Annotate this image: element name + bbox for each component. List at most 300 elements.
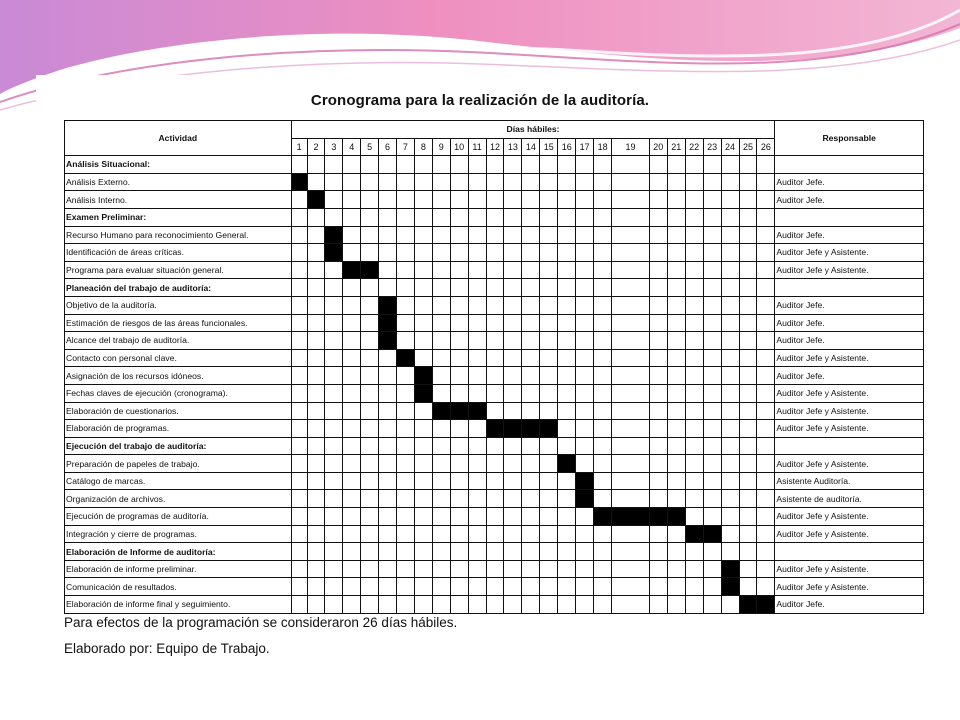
- gantt-cell: [757, 191, 775, 209]
- gantt-cell: [291, 578, 307, 596]
- gantt-cell: [414, 437, 432, 455]
- gantt-cell: [558, 156, 576, 174]
- responsible-cell: Auditor Jefe.: [775, 296, 924, 314]
- gantt-cell: [468, 332, 486, 350]
- gantt-cell: [379, 420, 397, 438]
- gantt-cell: [432, 560, 450, 578]
- gantt-cell: [450, 578, 468, 596]
- activity-row: [65, 455, 924, 473]
- gantt-cell: [432, 525, 450, 543]
- gantt-cell: [432, 226, 450, 244]
- gantt-cell: [432, 384, 450, 402]
- gantt-cell: [486, 156, 504, 174]
- gantt-cell: [522, 455, 540, 473]
- gantt-cell: [522, 578, 540, 596]
- gantt-cell: [361, 560, 379, 578]
- gantt-cell: [379, 226, 397, 244]
- gantt-cell: [379, 543, 397, 561]
- gantt-cell: [594, 420, 612, 438]
- gantt-cell: [540, 596, 558, 614]
- gantt-bar-cell: [576, 490, 594, 508]
- gantt-cell: [414, 156, 432, 174]
- gantt-cell: [361, 244, 379, 262]
- gantt-cell: [522, 279, 540, 297]
- activity-label: Catálogo de marcas.: [65, 472, 292, 490]
- gantt-cell: [343, 596, 361, 614]
- gantt-cell: [594, 191, 612, 209]
- gantt-cell: [703, 296, 721, 314]
- gantt-cell: [685, 226, 703, 244]
- gantt-cell: [432, 332, 450, 350]
- gantt-cell: [757, 367, 775, 385]
- gantt-cell: [343, 420, 361, 438]
- gantt-cell: [414, 173, 432, 191]
- gantt-cell: [450, 261, 468, 279]
- day-number: 2: [307, 138, 325, 156]
- day-number: 20: [649, 138, 667, 156]
- gantt-cell: [667, 402, 685, 420]
- gantt-cell: [721, 226, 739, 244]
- gantt-cell: [432, 472, 450, 490]
- gantt-cell: [291, 191, 307, 209]
- gantt-cell: [612, 543, 650, 561]
- header-row: [65, 121, 924, 139]
- gantt-cell: [325, 508, 343, 526]
- gantt-cell: [612, 208, 650, 226]
- gantt-cell: [468, 472, 486, 490]
- gantt-cell: [558, 191, 576, 209]
- gantt-cell: [667, 314, 685, 332]
- gantt-cell: [685, 367, 703, 385]
- gantt-cell: [291, 596, 307, 614]
- gantt-cell: [325, 156, 343, 174]
- gantt-cell: [361, 437, 379, 455]
- gantt-cell: [739, 296, 757, 314]
- gantt-cell: [739, 437, 757, 455]
- gantt-cell: [612, 156, 650, 174]
- gantt-cell: [396, 226, 414, 244]
- gantt-cell: [685, 490, 703, 508]
- day-number: 8: [414, 138, 432, 156]
- gantt-cell: [307, 314, 325, 332]
- gantt-cell: [379, 508, 397, 526]
- gantt-cell: [361, 279, 379, 297]
- gantt-cell: [343, 208, 361, 226]
- gantt-cell: [486, 490, 504, 508]
- day-number: 16: [558, 138, 576, 156]
- gantt-cell: [343, 244, 361, 262]
- gantt-cell: [307, 261, 325, 279]
- gantt-cell: [649, 455, 667, 473]
- gantt-cell: [649, 279, 667, 297]
- gantt-bar-cell: [307, 191, 325, 209]
- gantt-cell: [379, 578, 397, 596]
- day-number: 3: [325, 138, 343, 156]
- gantt-cell: [486, 596, 504, 614]
- gantt-cell: [739, 525, 757, 543]
- responsible-cell: Auditor Jefe y Asistente.: [775, 349, 924, 367]
- gantt-cell: [576, 349, 594, 367]
- gantt-cell: [307, 349, 325, 367]
- activity-row: [65, 490, 924, 508]
- author-note: Elaborado por: Equipo de Trabajo.: [64, 641, 270, 656]
- gantt-cell: [739, 261, 757, 279]
- gantt-cell: [414, 296, 432, 314]
- gantt-bar-cell: [291, 173, 307, 191]
- gantt-cell: [739, 420, 757, 438]
- gantt-cell: [486, 226, 504, 244]
- gantt-bar-cell: [721, 578, 739, 596]
- gantt-cell: [414, 332, 432, 350]
- activity-row: [65, 472, 924, 490]
- gantt-cell: [757, 226, 775, 244]
- gantt-cell: [379, 191, 397, 209]
- gantt-cell: [576, 578, 594, 596]
- gantt-cell: [361, 525, 379, 543]
- gantt-bar-cell: [703, 525, 721, 543]
- gantt-cell: [703, 596, 721, 614]
- gantt-cell: [540, 543, 558, 561]
- gantt-bar-cell: [757, 596, 775, 614]
- gantt-cell: [612, 349, 650, 367]
- gantt-cell: [325, 208, 343, 226]
- gantt-cell: [540, 156, 558, 174]
- gantt-cell: [307, 420, 325, 438]
- gantt-cell: [612, 279, 650, 297]
- gantt-cell: [649, 244, 667, 262]
- gantt-cell: [343, 437, 361, 455]
- gantt-cell: [522, 437, 540, 455]
- gantt-cell: [667, 332, 685, 350]
- gantt-cell: [667, 384, 685, 402]
- gantt-cell: [468, 191, 486, 209]
- gantt-cell: [594, 332, 612, 350]
- gantt-cell: [757, 156, 775, 174]
- gantt-bar-cell: [576, 472, 594, 490]
- gantt-cell: [522, 472, 540, 490]
- gantt-cell: [468, 508, 486, 526]
- gantt-cell: [379, 279, 397, 297]
- gantt-cell: [721, 490, 739, 508]
- gantt-cell: [396, 543, 414, 561]
- gantt-cell: [558, 349, 576, 367]
- gantt-cell: [540, 173, 558, 191]
- gantt-cell: [739, 508, 757, 526]
- gantt-cell: [486, 349, 504, 367]
- gantt-cell: [649, 226, 667, 244]
- responsible-cell: Auditor Jefe.: [775, 596, 924, 614]
- gantt-cell: [291, 314, 307, 332]
- gantt-cell: [540, 437, 558, 455]
- gantt-cell: [612, 490, 650, 508]
- gantt-cell: [576, 244, 594, 262]
- responsible-cell: [775, 543, 924, 561]
- gantt-cell: [685, 173, 703, 191]
- gantt-cell: [432, 578, 450, 596]
- gantt-cell: [649, 349, 667, 367]
- gantt-cell: [757, 472, 775, 490]
- gantt-cell: [414, 560, 432, 578]
- gantt-cell: [612, 472, 650, 490]
- gantt-cell: [667, 420, 685, 438]
- gantt-cell: [361, 226, 379, 244]
- gantt-cell: [667, 455, 685, 473]
- gantt-cell: [757, 244, 775, 262]
- section-row: [65, 156, 924, 174]
- gantt-cell: [594, 349, 612, 367]
- gantt-cell: [540, 490, 558, 508]
- gantt-cell: [432, 156, 450, 174]
- gantt-cell: [504, 525, 522, 543]
- gantt-cell: [396, 437, 414, 455]
- gantt-cell: [558, 543, 576, 561]
- gantt-cell: [432, 173, 450, 191]
- gantt-cell: [757, 437, 775, 455]
- gantt-cell: [558, 472, 576, 490]
- section-row: [65, 437, 924, 455]
- gantt-cell: [504, 490, 522, 508]
- gantt-cell: [685, 455, 703, 473]
- gantt-cell: [612, 437, 650, 455]
- gantt-cell: [504, 455, 522, 473]
- gantt-cell: [291, 560, 307, 578]
- gantt-cell: [450, 490, 468, 508]
- gantt-cell: [540, 279, 558, 297]
- gantt-cell: [649, 490, 667, 508]
- gantt-cell: [414, 508, 432, 526]
- gantt-cell: [594, 384, 612, 402]
- gantt-cell: [594, 367, 612, 385]
- gantt-cell: [667, 349, 685, 367]
- gantt-cell: [685, 560, 703, 578]
- activity-row: [65, 402, 924, 420]
- activity-row: [65, 226, 924, 244]
- gantt-cell: [739, 191, 757, 209]
- gantt-cell: [703, 420, 721, 438]
- gantt-cell: [307, 384, 325, 402]
- gantt-cell: [739, 173, 757, 191]
- gantt-cell: [504, 208, 522, 226]
- gantt-cell: [414, 208, 432, 226]
- gantt-cell: [468, 244, 486, 262]
- gantt-cell: [504, 261, 522, 279]
- gantt-cell: [558, 173, 576, 191]
- gantt-cell: [685, 261, 703, 279]
- gantt-cell: [558, 279, 576, 297]
- gantt-cell: [325, 367, 343, 385]
- activity-label: Alcance del trabajo de auditoría.: [65, 332, 292, 350]
- gantt-cell: [291, 402, 307, 420]
- gantt-cell: [558, 384, 576, 402]
- gantt-cell: [291, 437, 307, 455]
- activity-label: Integración y cierre de programas.: [65, 525, 292, 543]
- gantt-cell: [361, 420, 379, 438]
- gantt-cell: [291, 508, 307, 526]
- gantt-cell: [558, 578, 576, 596]
- gantt-cell: [361, 191, 379, 209]
- gantt-cell: [576, 226, 594, 244]
- gantt-cell: [649, 437, 667, 455]
- gantt-cell: [486, 560, 504, 578]
- gantt-bar-cell: [379, 296, 397, 314]
- gantt-cell: [504, 156, 522, 174]
- gantt-cell: [343, 578, 361, 596]
- activity-row: [65, 420, 924, 438]
- day-number: 11: [468, 138, 486, 156]
- gantt-cell: [414, 525, 432, 543]
- responsible-header: Responsable: [775, 121, 924, 156]
- gantt-cell: [486, 455, 504, 473]
- gantt-cell: [291, 525, 307, 543]
- day-number: 9: [432, 138, 450, 156]
- gantt-cell: [343, 173, 361, 191]
- gantt-cell: [450, 384, 468, 402]
- gantt-cell: [594, 296, 612, 314]
- gantt-cell: [379, 596, 397, 614]
- gantt-cell: [576, 208, 594, 226]
- gantt-cell: [522, 508, 540, 526]
- section-label: Elaboración de Informe de auditoría:: [65, 543, 292, 561]
- gantt-bar-cell: [667, 508, 685, 526]
- gantt-cell: [649, 402, 667, 420]
- gantt-cell: [757, 384, 775, 402]
- gantt-cell: [486, 578, 504, 596]
- gantt-cell: [576, 332, 594, 350]
- gantt-cell: [757, 296, 775, 314]
- gantt-cell: [558, 437, 576, 455]
- day-number: 23: [703, 138, 721, 156]
- gantt-bar-cell: [379, 314, 397, 332]
- gantt-cell: [558, 332, 576, 350]
- gantt-cell: [504, 296, 522, 314]
- gantt-cell: [594, 279, 612, 297]
- gantt-cell: [540, 332, 558, 350]
- gantt-cell: [757, 261, 775, 279]
- gantt-cell: [414, 244, 432, 262]
- gantt-cell: [721, 455, 739, 473]
- gantt-cell: [685, 349, 703, 367]
- gantt-cell: [450, 455, 468, 473]
- gantt-cell: [414, 402, 432, 420]
- gantt-cell: [432, 191, 450, 209]
- gantt-cell: [325, 314, 343, 332]
- gantt-cell: [307, 208, 325, 226]
- gantt-cell: [379, 490, 397, 508]
- gantt-cell: [649, 367, 667, 385]
- gantt-cell: [721, 296, 739, 314]
- gantt-cell: [739, 332, 757, 350]
- activity-label: Elaboración de informe final y seguimiento.: [65, 596, 292, 614]
- responsible-cell: Asistente Auditoría.: [775, 472, 924, 490]
- gantt-cell: [291, 208, 307, 226]
- gantt-cell: [612, 332, 650, 350]
- gantt-cell: [558, 490, 576, 508]
- gantt-cell: [468, 490, 486, 508]
- activity-label: Objetivo de la auditoría.: [65, 296, 292, 314]
- gantt-cell: [649, 472, 667, 490]
- gantt-cell: [612, 402, 650, 420]
- responsible-cell: [775, 437, 924, 455]
- gantt-cell: [649, 261, 667, 279]
- gantt-cell: [558, 560, 576, 578]
- gantt-cell: [325, 525, 343, 543]
- gantt-cell: [468, 367, 486, 385]
- gantt-cell: [432, 349, 450, 367]
- gantt-bar-cell: [450, 402, 468, 420]
- gantt-cell: [576, 367, 594, 385]
- day-number: 18: [594, 138, 612, 156]
- gantt-cell: [450, 367, 468, 385]
- gantt-cell: [450, 349, 468, 367]
- gantt-bar-cell: [558, 455, 576, 473]
- gantt-cell: [649, 156, 667, 174]
- gantt-cell: [703, 314, 721, 332]
- gantt-bar-cell: [522, 420, 540, 438]
- gantt-cell: [379, 349, 397, 367]
- gantt-cell: [432, 437, 450, 455]
- day-number: 26: [757, 138, 775, 156]
- gantt-cell: [522, 156, 540, 174]
- gantt-cell: [757, 455, 775, 473]
- responsible-cell: Auditor Jefe.: [775, 226, 924, 244]
- gantt-cell: [576, 560, 594, 578]
- responsible-cell: Asistente de auditoría.: [775, 490, 924, 508]
- gantt-cell: [703, 472, 721, 490]
- activity-label: Contacto con personal clave.: [65, 349, 292, 367]
- gantt-cell: [343, 314, 361, 332]
- activity-row: [65, 173, 924, 191]
- gantt-cell: [396, 244, 414, 262]
- activity-label: Preparación de papeles de trabajo.: [65, 455, 292, 473]
- gantt-cell: [721, 244, 739, 262]
- gantt-cell: [558, 296, 576, 314]
- gantt-cell: [667, 261, 685, 279]
- gantt-cell: [504, 349, 522, 367]
- gantt-cell: [685, 578, 703, 596]
- gantt-cell: [594, 543, 612, 561]
- gantt-cell: [396, 596, 414, 614]
- gantt-cell: [540, 367, 558, 385]
- gantt-cell: [576, 596, 594, 614]
- gantt-cell: [540, 244, 558, 262]
- gantt-cell: [522, 367, 540, 385]
- gantt-cell: [721, 596, 739, 614]
- gantt-cell: [432, 261, 450, 279]
- gantt-cell: [325, 420, 343, 438]
- gantt-cell: [486, 543, 504, 561]
- section-label: Análisis Situacional:: [65, 156, 292, 174]
- gantt-cell: [721, 173, 739, 191]
- gantt-cell: [450, 560, 468, 578]
- gantt-cell: [504, 226, 522, 244]
- gantt-cell: [307, 244, 325, 262]
- gantt-cell: [432, 508, 450, 526]
- gantt-cell: [667, 208, 685, 226]
- gantt-cell: [432, 244, 450, 262]
- gantt-cell: [396, 279, 414, 297]
- gantt-cell: [576, 156, 594, 174]
- gantt-cell: [685, 244, 703, 262]
- gantt-cell: [343, 349, 361, 367]
- gantt-cell: [594, 472, 612, 490]
- gantt-cell: [468, 261, 486, 279]
- gantt-cell: [343, 490, 361, 508]
- gantt-cell: [291, 472, 307, 490]
- gantt-cell: [450, 420, 468, 438]
- gantt-bar-cell: [379, 332, 397, 350]
- gantt-cell: [757, 332, 775, 350]
- gantt-cell: [739, 560, 757, 578]
